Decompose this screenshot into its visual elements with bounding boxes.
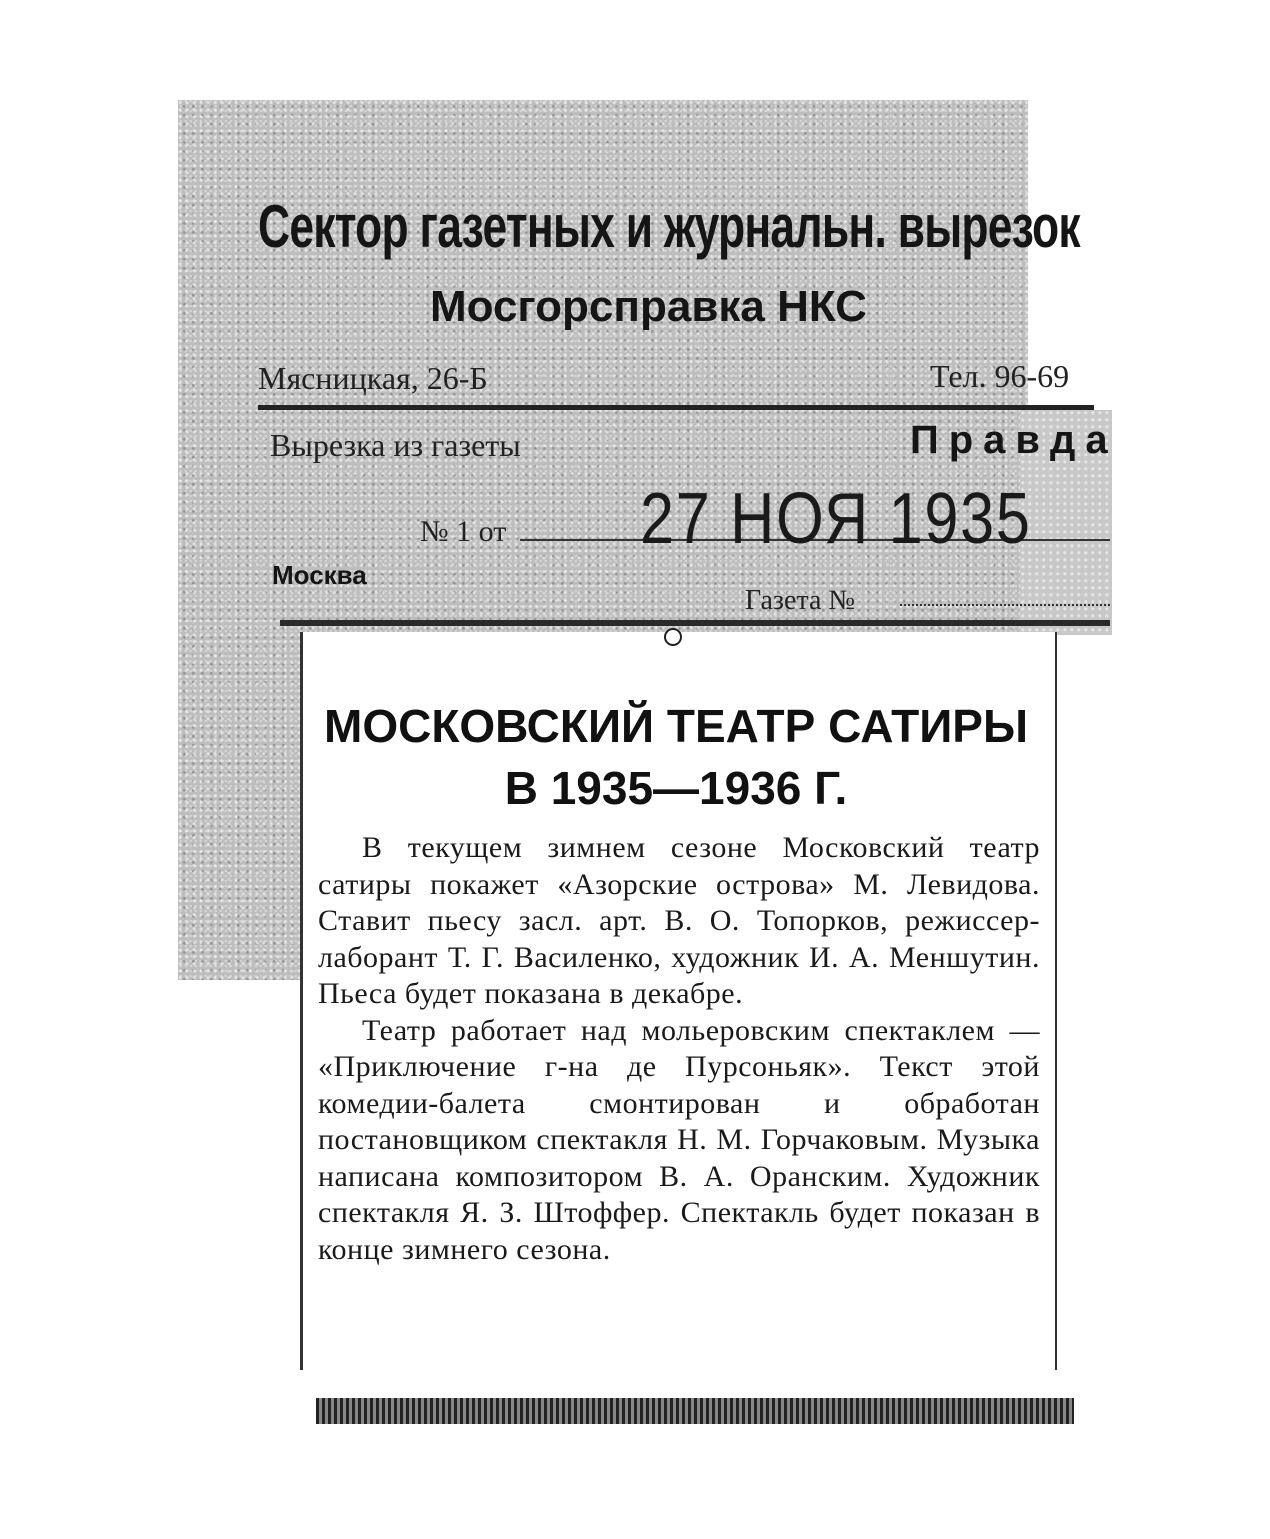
date-stamp: 27 НОЯ 1935	[640, 479, 1032, 559]
article-headline	[300, 695, 1052, 819]
city-label: Москва	[272, 560, 367, 590]
issue-number-label: № 1 от	[420, 515, 507, 548]
clipping-source-label: Вырезка из газеты	[270, 427, 521, 463]
article-body	[318, 830, 1040, 1268]
article-paragraph-1: В текущем зимнем сезоне Московский театр сатиры покажет «Азорские острова» М. Левидова. Ставит пьесу засл. арт. В. О. Топорков, режиссер-лаборант Т. Г. Василенко, художник И. А. Меншутин. Пьеса будет показана в декабре.	[318, 831, 1040, 1010]
clipping-top-rule	[280, 620, 1110, 626]
header-divider	[258, 405, 1094, 410]
headline-line-2: В 1935—1936 Г.	[504, 762, 848, 814]
bureau-organization: Мосгорсправка НКС	[430, 282, 867, 331]
bureau-title: Сектор газетных и журнальн. вырезок	[258, 193, 1080, 260]
clipping-bottom-edge	[316, 1398, 1074, 1424]
pin-hole-icon	[664, 628, 682, 646]
gazeta-number-dotted-line	[900, 604, 1110, 606]
newspaper-name: Правда	[910, 418, 1118, 462]
bureau-address: Мясницкая, 26-Б	[258, 360, 488, 396]
bureau-phone: Тел. 96-69	[930, 358, 1070, 394]
gazeta-number-label: Газета №	[745, 585, 856, 616]
article-paragraph-2: Театр работает над мольеровским спектаклем — «Приключение г-на де Пурсоньяк». Текст этой комедии-балета смонтирован и обработан постановщиком спектакля Н. М. Горчаковым. Музыка написана композитором В. А. Оранским. Художник спектакля Я. З. Штоффер. Спектакль будет показан в конце зимнего сезона.	[318, 1013, 1040, 1266]
headline-line-1: МОСКОВСКИЙ ТЕАТР САТИРЫ	[324, 700, 1028, 752]
